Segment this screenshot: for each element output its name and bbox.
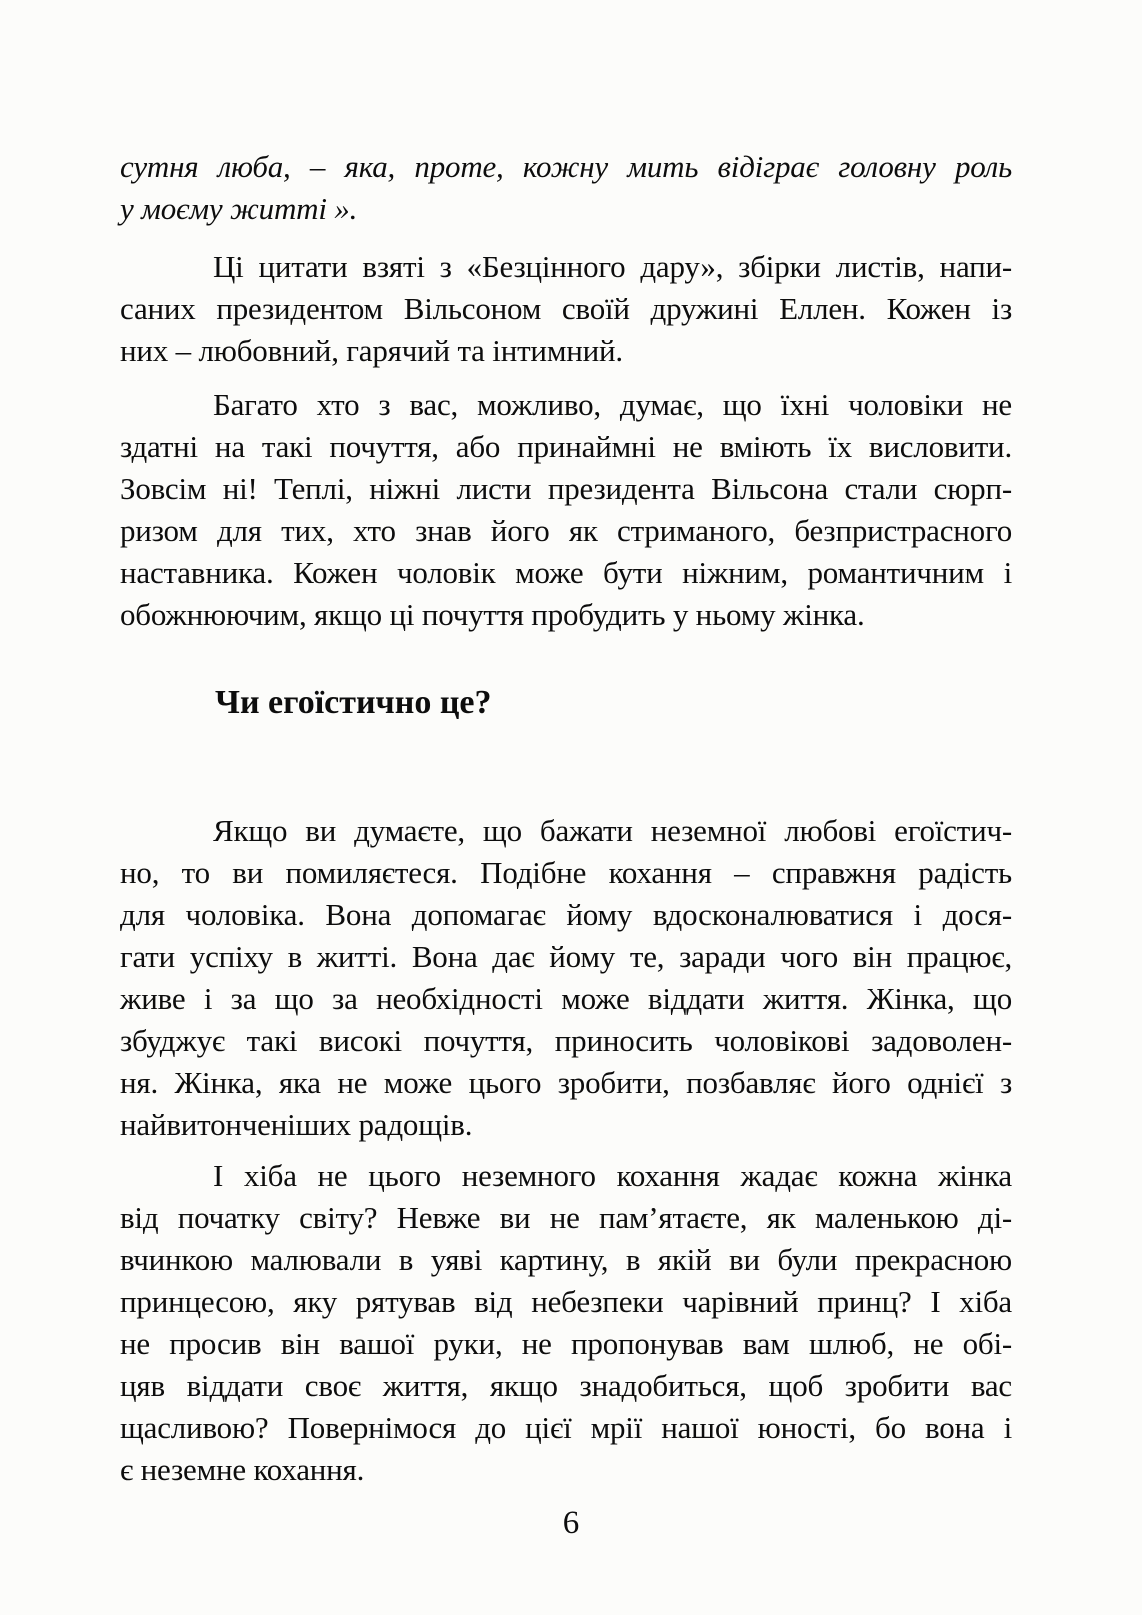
body-paragraph bbox=[120, 1155, 1012, 1491]
body-paragraph bbox=[120, 246, 1012, 372]
body-paragraph bbox=[120, 810, 1012, 1146]
text-line: принцесою, яку рятував від небезпеки чарівний принц? І хіба bbox=[120, 1284, 1012, 1319]
text-line: для чоловіка. Вона допомагає йому вдосконалюватися і дося- bbox=[120, 897, 1012, 932]
text-line: щасливою? Повернімося до цієї мрії нашої юності, бо вона і bbox=[120, 1410, 1012, 1445]
text-line: найвитонченіших радощів. bbox=[120, 1107, 473, 1142]
text-block bbox=[120, 146, 1012, 1491]
section-heading: Чи егоїстично це? bbox=[215, 684, 492, 721]
text-line: обожнюючим, якщо ці почуття пробудить у ньому жінка. bbox=[120, 597, 865, 632]
text-line: цяв віддати своє життя, якщо знадобиться, щоб зробити вас bbox=[120, 1368, 1012, 1403]
text-line: ня. Жінка, яка не може цього зробити, позбавляє його однієї з bbox=[120, 1065, 1012, 1100]
body-paragraph bbox=[120, 384, 1012, 636]
page-number: 6 bbox=[562, 1505, 580, 1541]
text-line: Багато хто з вас, можливо, думає, що їхні чоловіки не bbox=[213, 387, 1012, 422]
text-line: здатні на такі почуття, або принаймні не вміють їх висловити. bbox=[120, 429, 1012, 464]
text-line: живе і за що за необхідності може віддати життя. Жінка, що bbox=[120, 981, 1012, 1016]
text-line: наставника. Кожен чоловік може бути ніжним, романтичним і bbox=[120, 555, 1012, 590]
text-line: ризом для тих, хто знав його як стриманого, безпристрасного bbox=[120, 513, 1012, 548]
text-line: є неземне кохання. bbox=[120, 1452, 365, 1487]
text-line: не просив він вашої руки, не пропонував вам шлюб, не обі- bbox=[120, 1326, 1012, 1361]
text-line: сутня люба, – яка, проте, кожну мить відіграє головну роль bbox=[120, 149, 1012, 184]
text-line: саних президентом Вільсоном своїй дружині Еллен. Кожен із bbox=[120, 291, 1012, 326]
text-line: у моєму житті ». bbox=[120, 191, 358, 226]
text-line: вчинкою малювали в уяві картину, в якій ви були прекрасною bbox=[120, 1242, 1012, 1277]
text-line: но, то ви помиляєтеся. Подібне кохання – справжня радість bbox=[120, 855, 1012, 890]
quote-continuation-paragraph bbox=[120, 146, 1012, 230]
text-line: гати успіху в житті. Вона дає йому те, заради чого він працює, bbox=[120, 939, 1012, 974]
text-line: них – любовний, гарячий та інтимний. bbox=[120, 333, 623, 368]
text-line: Ці цитати взяті з «Безцінного дару», збірки листів, напи- bbox=[213, 249, 1012, 284]
text-line: від початку світу? Невже ви не пам’ятаєте, як маленькою ді- bbox=[120, 1200, 1012, 1235]
text-line: збуджує такі високі почуття, приносить чоловікові задоволен- bbox=[120, 1023, 1012, 1058]
text-line: Зовсім ні! Теплі, ніжні листи президента Вільсона стали сюрп- bbox=[120, 471, 1012, 506]
text-line: Якщо ви думаєте, що бажати неземної любові егоїстич- bbox=[213, 813, 1012, 848]
text-line: І хіба не цього неземного кохання жадає кожна жінка bbox=[213, 1158, 1012, 1193]
